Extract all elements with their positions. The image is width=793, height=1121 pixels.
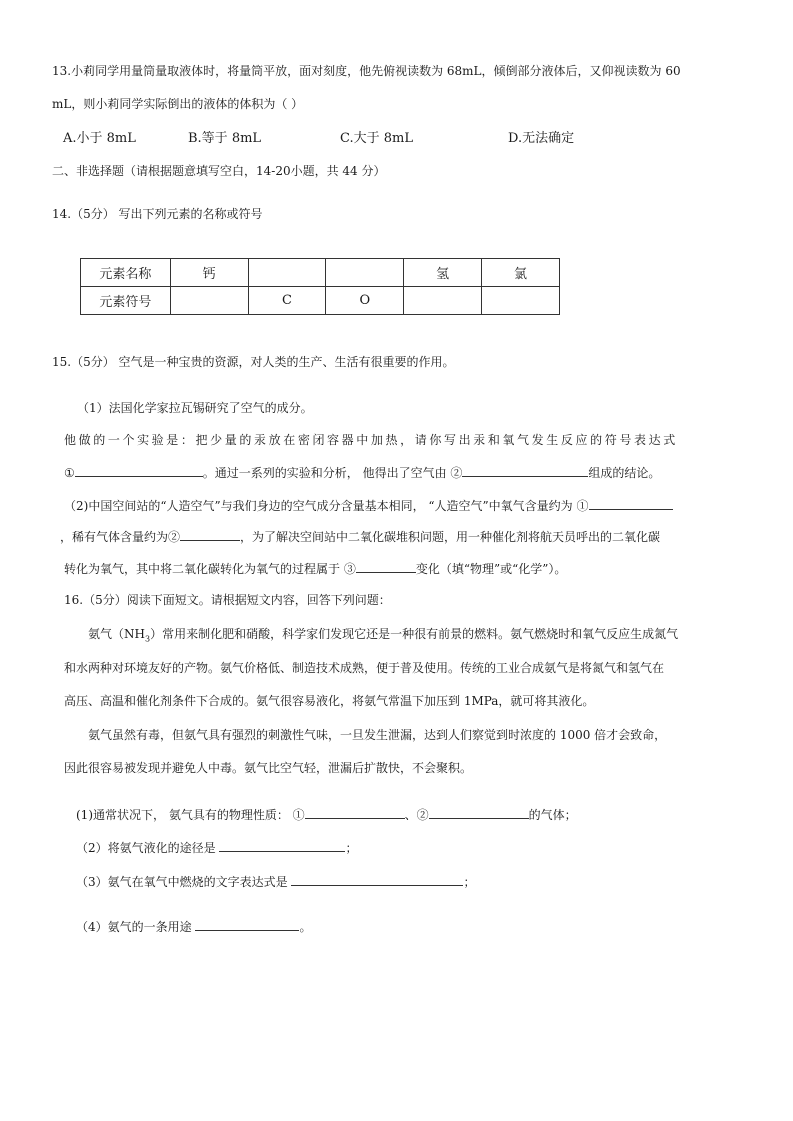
q15-stem: 15.（5分） 空气是一种宝贵的资源，对人类的生产、生活有很重要的作用。 xyxy=(52,355,455,369)
answer-blank-noble-gas[interactable] xyxy=(180,528,240,541)
table-row xyxy=(81,287,560,315)
answer-blank-property-2[interactable] xyxy=(429,806,529,819)
q14-stem: 14.（5分） 写出下列元素的名称或符号 xyxy=(52,207,263,221)
table-cell: 氢 xyxy=(404,259,482,287)
table-cell: 元素符号 xyxy=(81,287,171,315)
q16-subq3: （3）氨气在氧气中燃烧的文字表达式是 ； xyxy=(76,875,476,889)
table-cell: C xyxy=(248,287,326,315)
answer-blank-1[interactable] xyxy=(75,464,203,477)
q15-part1-intro: （1）法国化学家拉瓦锡研究了空气的成分。 xyxy=(77,401,313,415)
q13-option-a: A.小于 8mL xyxy=(63,131,136,146)
q16-passage-line1: 氨气$(NH_3)$常用来制化肥和硝酸，科学家们发现它还是一种很有前景的燃料。氨气燃烧时和氧气反应生成氮气 xyxy=(88,627,679,644)
q15-part2-line3: 转化为氧气，其中将二氧化碳转化为氧气的过程属于 ③ 变化（填“物理”或“化学”）。 xyxy=(64,562,567,576)
q16-subq2: （2）将氨气液化的途径是 ； xyxy=(76,841,358,855)
section-2-heading: 二、非选择题（请根据题意填写空白，14-20小题，共 44 分） xyxy=(52,164,386,178)
table-cell: 钙 xyxy=(170,259,248,287)
q15-part1-question: 他 做 的 一 个 实 验 是 ： 把 少 量 的 汞 放 在 密 闭 容 器 中 加 热 ， 请 你 写 出 汞 和 氧 气 发 生 反 应 的 符 号 表 达 式 xyxy=(64,433,675,447)
table-cell: O xyxy=(326,287,404,315)
q16-subq4: （4）氨气的一条用途 。 xyxy=(76,920,312,934)
q15-part2-line2: ，稀有气体含量约为② ，为了解决空间站中二氧化碳堆积问题，用一种催化剂将航天员呼出的二氧化碳 xyxy=(60,530,661,544)
q16-passage-line5: 因此很容易被发现并避免人中毒。氨气比空气轻，泄漏后扩散快，不会聚积。 xyxy=(64,761,473,775)
q16-passage-line2: 和水两种对环境友好的产物。氨气价格低、制造技术成熟，便于普及使用。传统的工业合成氨气是将氮气和氢气在 xyxy=(64,661,665,675)
table-cell: 元素名称 xyxy=(81,259,171,287)
q16-stem: 16.（5分）阅读下面短文。请根据短文内容，回答下列问题： xyxy=(64,593,391,607)
answer-blank-change-type[interactable] xyxy=(356,560,416,573)
answer-blank-property-1[interactable] xyxy=(305,806,405,819)
q16-subq1: (1)通常状况下， 氨气具有的物理性质： ① 、② 的气体； xyxy=(76,808,577,822)
answer-blank-oxygen[interactable] xyxy=(589,497,673,510)
answer-blank-word-equation[interactable] xyxy=(291,873,463,886)
q13-line2: mL，则小莉同学实际倒出的液体的体积为（ ） xyxy=(52,97,304,111)
q13-line1: 13.小莉同学用量筒量取液体时，将量筒平放，面对刻度，他先俯视读数为 68mL，倾倒部分液体后，又仰视读数为 60 xyxy=(52,64,681,78)
table-row xyxy=(81,259,560,287)
q13-option-b: B.等于 8mL xyxy=(188,131,262,146)
q13-option-d: D.无法确定 xyxy=(508,131,575,146)
answer-blank-2[interactable] xyxy=(462,464,588,477)
table-cell xyxy=(482,287,560,315)
table-cell xyxy=(248,259,326,287)
q15-part1-blanks: ① 。通过一系列的实验和分析， 他得出了空气由 ② 组成的结论。 xyxy=(64,466,661,480)
q16-passage-line3: 高压、高温和催化剂条件下合成的。氨气很容易液化，将氨气常温下加压到 1MPa，就可将其液化。 xyxy=(64,694,595,708)
q13-option-c: C.大于 8mL xyxy=(340,131,413,146)
element-table xyxy=(80,258,560,315)
answer-blank-use[interactable] xyxy=(195,918,299,931)
answer-blank-liquefaction[interactable] xyxy=(219,839,345,852)
table-cell xyxy=(170,287,248,315)
table-cell: 氯 xyxy=(482,259,560,287)
table-cell xyxy=(326,259,404,287)
q16-passage-line4: 氨气虽然有毒，但氨气具有强烈的刺激性气味，一旦发生泄漏，达到人们察觉到时浓度的 1000 倍才会致命， xyxy=(88,728,667,742)
q15-part2-line1: （2)中国空间站的“人造空气”与我们身边的空气成分含量基本相同， “人造空气”中氧气含量约为 ① xyxy=(64,497,673,514)
table-cell xyxy=(404,287,482,315)
